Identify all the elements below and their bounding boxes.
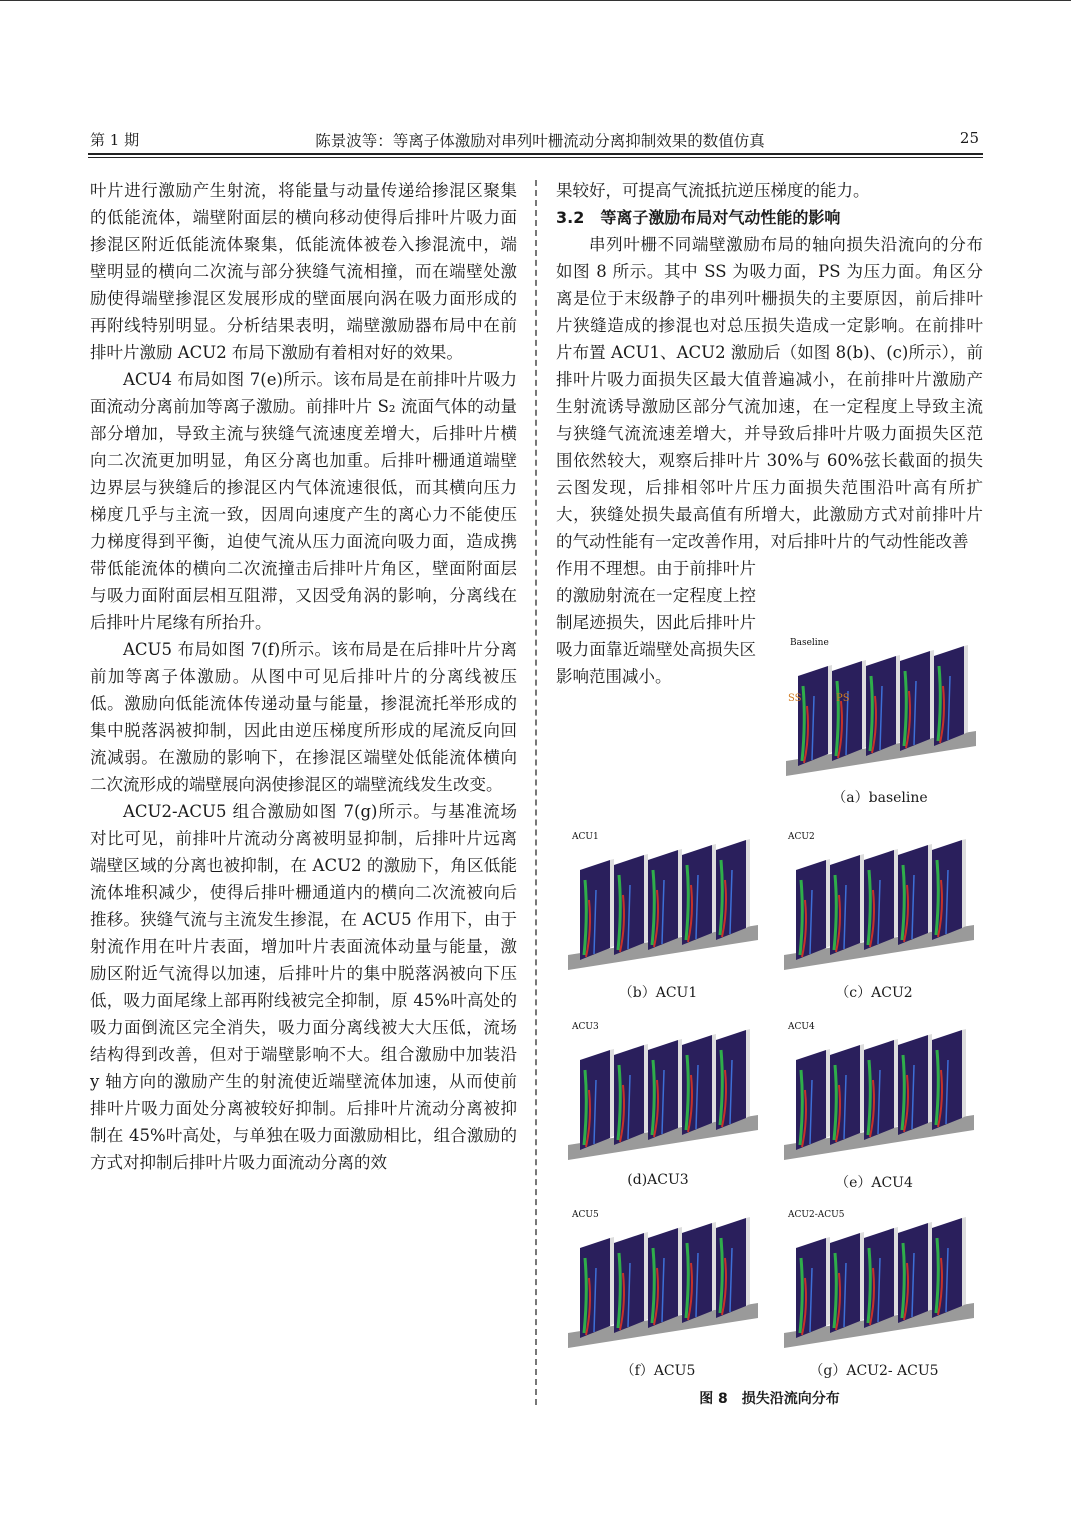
panel-label: ACU3	[572, 1022, 599, 1032]
header-rule-thin	[88, 157, 983, 158]
panel-label: ACU4	[788, 1022, 815, 1032]
figure-panel	[784, 830, 974, 970]
figure-panel	[568, 830, 758, 970]
panel-caption: （c）ACU2	[835, 985, 913, 1001]
paragraph: 果较好，可提高气流抵抗逆压梯度的能力。	[556, 181, 870, 200]
panel-caption: （e）ACU4	[835, 1175, 913, 1191]
paragraph: ACU5 布局如图 7(f)所示。该布局是在后排叶片分离前加等离子体激励。从图中可见后排叶片的分离线被压低。激励向低能流体传递动量与能量，掺混流托举形成的集中脱落涡被抑制，因此由逆压梯度所形成的尾流反向回流减弱。在激励的影响下，在掺混区端壁处低能流体横向二次流形成的端壁展向涡使掺混区的端壁流线发生改变。	[90, 640, 517, 794]
figure-panel	[786, 636, 976, 776]
left-column	[90, 177, 517, 1176]
figure-panel	[568, 1020, 758, 1160]
panel-caption: (d)ACU3	[627, 1172, 689, 1188]
running-header	[90, 125, 981, 153]
panel-label: ACU1	[572, 832, 599, 842]
figure-panel	[568, 1208, 758, 1348]
column-divider	[535, 180, 537, 1405]
header-rule	[88, 153, 983, 155]
paragraph: ACU4 布局如图 7(e)所示。该布局是在前排叶片吸力面流动分离前加等离子激励。前排叶片 S₂ 流面气体的动量部分增加，导致主流与狭缝气流速度差增大，后排叶片横向二次流更加明显，角区分离也加重。后排叶栅通道端壁边界层与狭缝后的掺混区内气体流速很低，而其横向压力梯度几乎与主流一致，因周向速度产生的离心力不能使压力梯度得到平衡，迫使气流从压力面流向吸力面，造成携带低能流体的横向二次流撞击后排叶片角区，壁面附面层与吸力面附面层相互阻滞，又因受角涡的影响，分离线在后排叶片尾缘有所抬升。	[90, 370, 517, 632]
running-title: 陈景波等：等离子体激励对串列叶栅流动分离抑制效果的数值仿真	[315, 132, 765, 150]
figure-caption: 图 8 损失沿流向分布	[699, 1391, 840, 1407]
paragraph: 叶片进行激励产生射流，将能量与动量传递给掺混区聚集的低能流体，端壁附面层的横向移动使得后排叶片吸力面掺混区附近低能流体聚集，低能流体被卷入掺混流中，端壁明显的横向二次流与部分狭缝气流相撞，而在端壁处激励使得端壁掺混区发展形成的壁面展向涡在吸力面形成的再附线特别明显。分析结果表明，端壁激励器布局中在前排叶片激励 ACU2 布局下激励有着相对好的效果。	[90, 181, 517, 362]
panel-label: ACU5	[572, 1210, 599, 1220]
panel-label: ACU2-ACU5	[788, 1210, 845, 1220]
page-number: 25	[959, 129, 979, 147]
ps-label: PS	[836, 693, 850, 704]
panel-caption: （b）ACU1	[618, 985, 698, 1001]
panel-caption: （g）ACU2- ACU5	[809, 1363, 939, 1379]
top-border	[0, 0, 1071, 1]
section-heading: 3.2 等离子激励布局对气动性能的影响	[556, 208, 841, 227]
panel-label: Baseline	[790, 638, 829, 648]
paragraph: ACU2-ACU5 组合激励如图 7(g)所示。与基准流场对比可见，前排叶片流动分离被明显抑制，后排叶片远离端壁区域的分离也被抑制，在 ACU2 的激励下，角区低能流体堆积减少，使得后排叶栅通道内的横向二次流被向后推移。狭缝气流与主流发生掺混，在 ACU5 作用下，由于射流作用在叶片表面，增加叶片表面流体动量与能量，激励区附近气流得以加速，后排叶片的集中脱落涡被向下压低，吸力面尾缘上部再附线被完全抑制，原 45%叶高处的吸力面倒流区完全消失，吸力面分离线被大大压低，流场结构得到改善，但对于端壁影响不大。组合激励中加装沿 y 轴方向的激励产生的射流使近端壁流体加速，从而使前排叶片吸力面处分离被较好抑制。后排叶片流动分离被抑制在 45%叶高处，与单独在吸力面激励相比，组合激励的方式对抑制后排叶片吸力面流动分离的效	[90, 802, 517, 1172]
right-column	[556, 177, 983, 690]
panel-caption: （f）ACU5	[620, 1363, 696, 1379]
panel-caption: （a）baseline	[832, 790, 928, 806]
figure-panel	[784, 1208, 974, 1348]
figure-panel	[784, 1020, 974, 1160]
ss-label: SS	[788, 693, 802, 704]
panel-label: ACU2	[788, 832, 815, 842]
issue-number: 第 1 期	[90, 131, 140, 149]
paragraph: 串列叶栅不同端壁激励布局的轴向损失沿流向的分布如图 8 所示。其中 SS 为吸力面，PS 为压力面。角区分离是位于末级静子的串列叶栅损失的主要原因，前后排叶片狭缝造成的掺混也对总压损失造成一定影响。在前排叶片布置 ACU1、ACU2 激励后（如图 8(b)、(c)所示），前排叶片吸力面损失区最大值普遍减小，在前排叶片激励产生射流诱导激励区部分气流加速，在一定程度上导致主流与狭缝气流流速差增大，并导致后排叶片吸力面损失区范围依然较大，观察后排叶片 30%与 60%弦长截面的损失云图发现，后排相邻叶片压力面损失范围沿叶高有所扩大，狭缝处损失最高值有所增大，此激励方式对前排叶片的气动性能有一定改善作用，对后排叶片的气动性能改善	[556, 235, 983, 551]
paragraph: 作用不理想。由于前排叶片的激励射流在一定程度上控制尾迹损失，因此后排叶片吸力面靠近端壁处高损失区影响范围减小。	[556, 559, 756, 686]
